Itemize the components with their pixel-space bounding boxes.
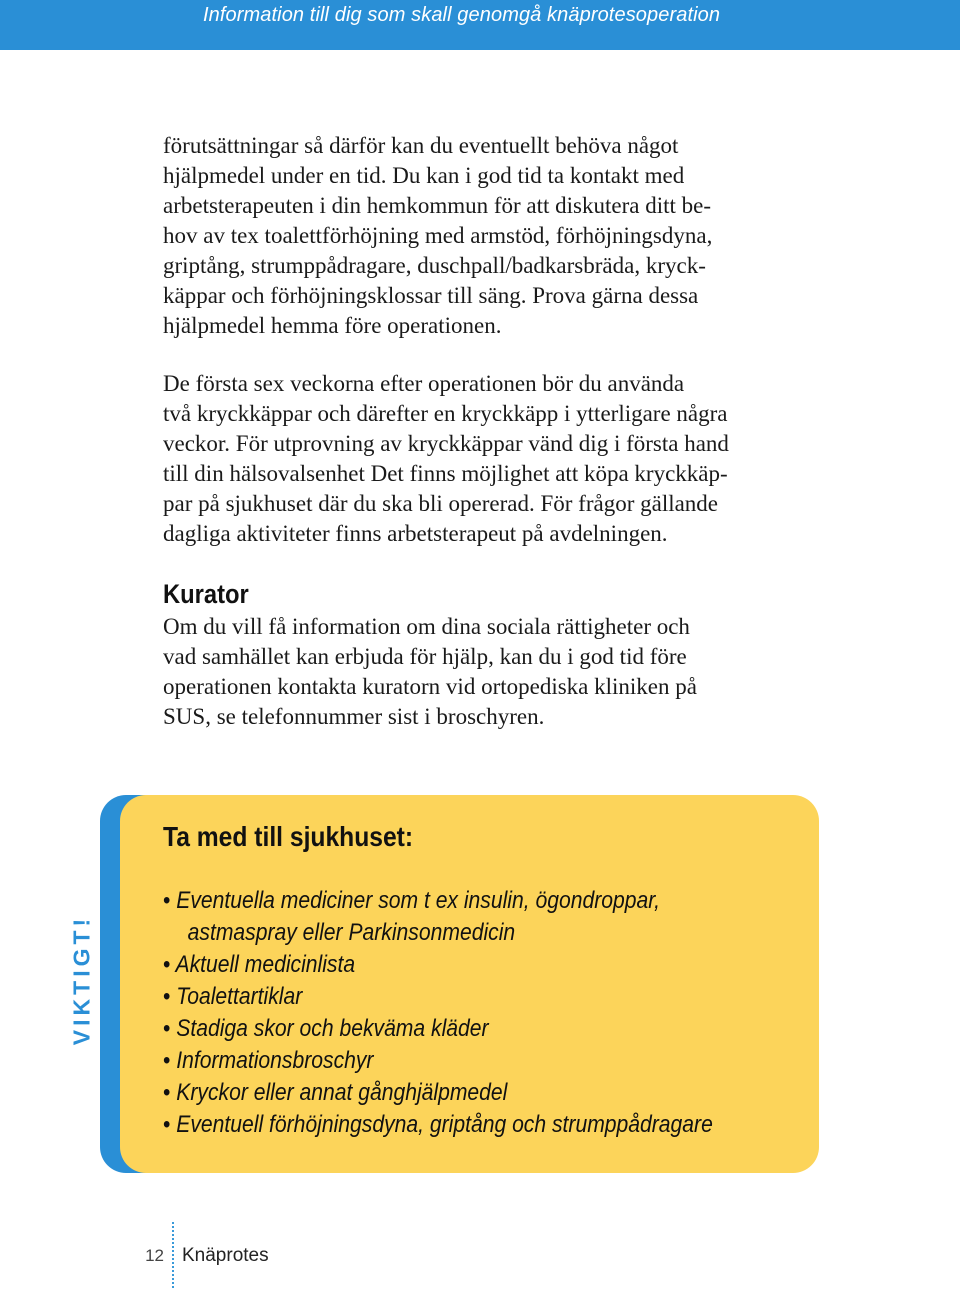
list-item [163,885,713,949]
text-line: SUS, se telefonnummer sist i broschyren. [163,704,545,729]
list-item-text: Stadiga skor och bekväma kläder [176,1015,489,1042]
text-line: vad samhället kan erbjuda för hjälp, kan du i god tid före [163,644,687,669]
important-side-label: VIKTIGT! [68,914,95,1046]
text-line: hjälpmedel hemma före operationen. [163,313,502,338]
text-line: operationen kontakta kuratorn vid ortopediska kliniken på [163,674,697,699]
paragraph-aids [163,131,823,341]
checklist-title: Ta med till sjukhuset: [163,821,414,852]
list-item [163,949,713,981]
text-line: veckor. För utprovning av kryckkäppar vänd dig i första hand [163,431,729,456]
list-item [163,981,713,1013]
text-line: arbetsterapeuten i din hemkommun för att diskutera ditt be- [163,193,712,218]
bullet-icon: • [163,1079,171,1106]
footer-divider [172,1222,174,1288]
text-line: De första sex veckorna efter operationen bör du använda [163,371,685,396]
list-item-text: Toalettartiklar [176,983,303,1010]
bullet-icon: • [163,887,171,914]
list-item [163,1045,713,1077]
text-line: hjälpmedel under en tid. Du kan i god tid ta kontakt med [163,163,685,188]
list-item-continuation: astmaspray eller Parkinsonmedicin [187,919,516,946]
text-line: par på sjukhuset där du ska bli opererad. För frågor gällande [163,491,719,516]
list-item-text: Informationsbroschyr [176,1047,374,1074]
list-item [163,1077,713,1109]
footer-label: Knäprotes [182,1245,269,1266]
list-item-text: Eventuella mediciner som t ex insulin, ögondroppar, [176,887,660,914]
list-item-text: Kryckor eller annat gånghjälpmedel [176,1079,508,1106]
text-line: Om du vill få information om dina sociala rättigheter och [163,614,690,639]
list-item [163,1109,713,1141]
list-item [163,1013,713,1045]
bullet-icon: • [163,1047,171,1074]
kurator-heading: Kurator [163,579,249,609]
text-line: till din hälsovalsenhet Det finns möjlighet att köpa kryckkäp- [163,461,728,486]
text-line: käppar och förhöjningsklossar till säng. Prova gärna dessa [163,283,699,308]
paragraph-kurator [163,612,823,732]
text-line: två kryckkäppar och därefter en kryckkäpp i ytterligare några [163,401,728,426]
page-number: 12 [145,1246,164,1265]
header-title: Information till dig som skall genomgå knäprotesoperation [203,4,721,26]
text-line: förutsättningar så därför kan du eventuellt behöva något [163,133,679,158]
bullet-icon: • [163,951,171,978]
list-item-text: Eventuell förhöjningsdyna, griptång och strumppådragare [176,1111,713,1138]
bullet-icon: • [163,1111,171,1138]
text-line: dagliga aktiviteter finns arbetsterapeut på avdelningen. [163,521,668,546]
bullet-icon: • [163,1015,171,1042]
checklist [163,885,713,1141]
header-band [0,0,960,50]
text-line: hov av tex toalettförhöjning med armstöd, förhöjningsdyna, [163,223,713,248]
paragraph-crutches [163,369,823,549]
text-line: griptång, strumppådragare, duschpall/badkarsbräda, kryck- [163,253,706,278]
bullet-icon: • [163,983,171,1010]
list-item-text: Aktuell medicinlista [175,951,356,978]
